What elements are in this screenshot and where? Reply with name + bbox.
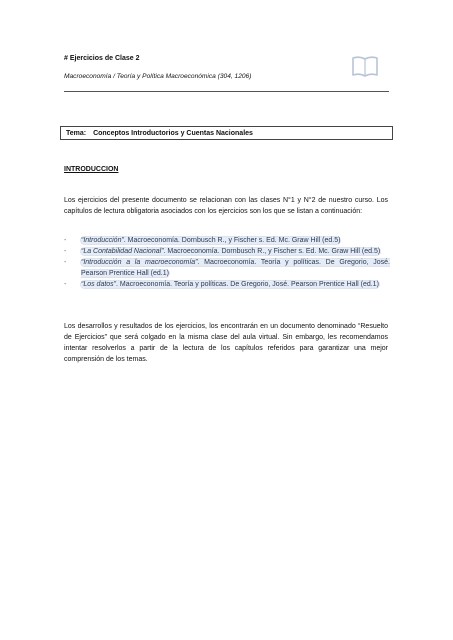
bullet-dash: -	[64, 247, 67, 255]
open-book-icon[interactable]	[351, 55, 379, 77]
reading-list	[64, 236, 390, 291]
bullet-dash: -	[64, 280, 67, 288]
list-item	[64, 258, 390, 280]
list-item	[64, 236, 390, 247]
reference-source: . Macroeconomía. Teoría y políticas. De Gregorio, José. Pearson Prentice Hall (ed.1)	[116, 280, 379, 288]
highlighted-reference[interactable]	[81, 237, 340, 244]
highlighted-reference[interactable]	[81, 248, 380, 255]
reference-source: . Macroeconomía. Teoría y políticas. De Gregorio, José. Pearson Prentice Hall (ed.1)	[81, 258, 390, 277]
intro-heading: INTRODUCCION	[64, 166, 119, 173]
reference-title: “Los datos”	[81, 280, 117, 288]
intro-paragraph: Los ejercicios del presente documento se relacionan con las clases N°1 y N°2 de nuestro curso. Los capítulos de lectura obligatoria asociados con los ejercicios son los que se listan a continuación:	[64, 197, 388, 215]
header-divider	[64, 91, 389, 92]
document-header-subtitle: Macroeconomía / Teoría y Política Macroeconómica (304, 1206)	[64, 73, 252, 80]
reference-source: . Macroeconomía. Dornbusch R., y Fischer s. Ed. Mc. Graw Hill (ed.5)	[163, 247, 381, 255]
highlighted-reference[interactable]	[81, 281, 379, 288]
closing-paragraph: Los desarrollos y resultados de los ejercicios, los encontrarán en un documento denominado “Resuelto de Ejercicios” que será colgado en la misma clase del aula virtual. Sin embargo, les recomendamos intentar resolverlos a partir de la lectura de los capítulos referidos para garantizar una mejor comprensión de los temas.	[64, 323, 388, 363]
document-header-label: # Ejercicios de Clase 2	[64, 55, 140, 62]
reference-source: . Macroeconomía. Dornbusch R., y Fischer s. Ed. Mc. Graw Hill (ed.5)	[123, 237, 341, 244]
tema-label: Tema:	[66, 130, 87, 137]
bullet-dash: -	[64, 237, 67, 244]
list-item	[64, 247, 390, 258]
reference-title: “La Contabilidad Nacional”	[81, 247, 164, 255]
tema-value: Conceptos Introductorios y Cuentas Nacionales	[93, 130, 253, 137]
reference-title: “Introducción”	[81, 237, 124, 244]
highlighted-reference[interactable]	[81, 259, 390, 277]
tema-box	[60, 126, 393, 140]
bullet-dash: -	[64, 258, 67, 266]
reference-title: “Introducción a la macroeconomía”	[81, 258, 198, 266]
list-item	[64, 280, 390, 291]
